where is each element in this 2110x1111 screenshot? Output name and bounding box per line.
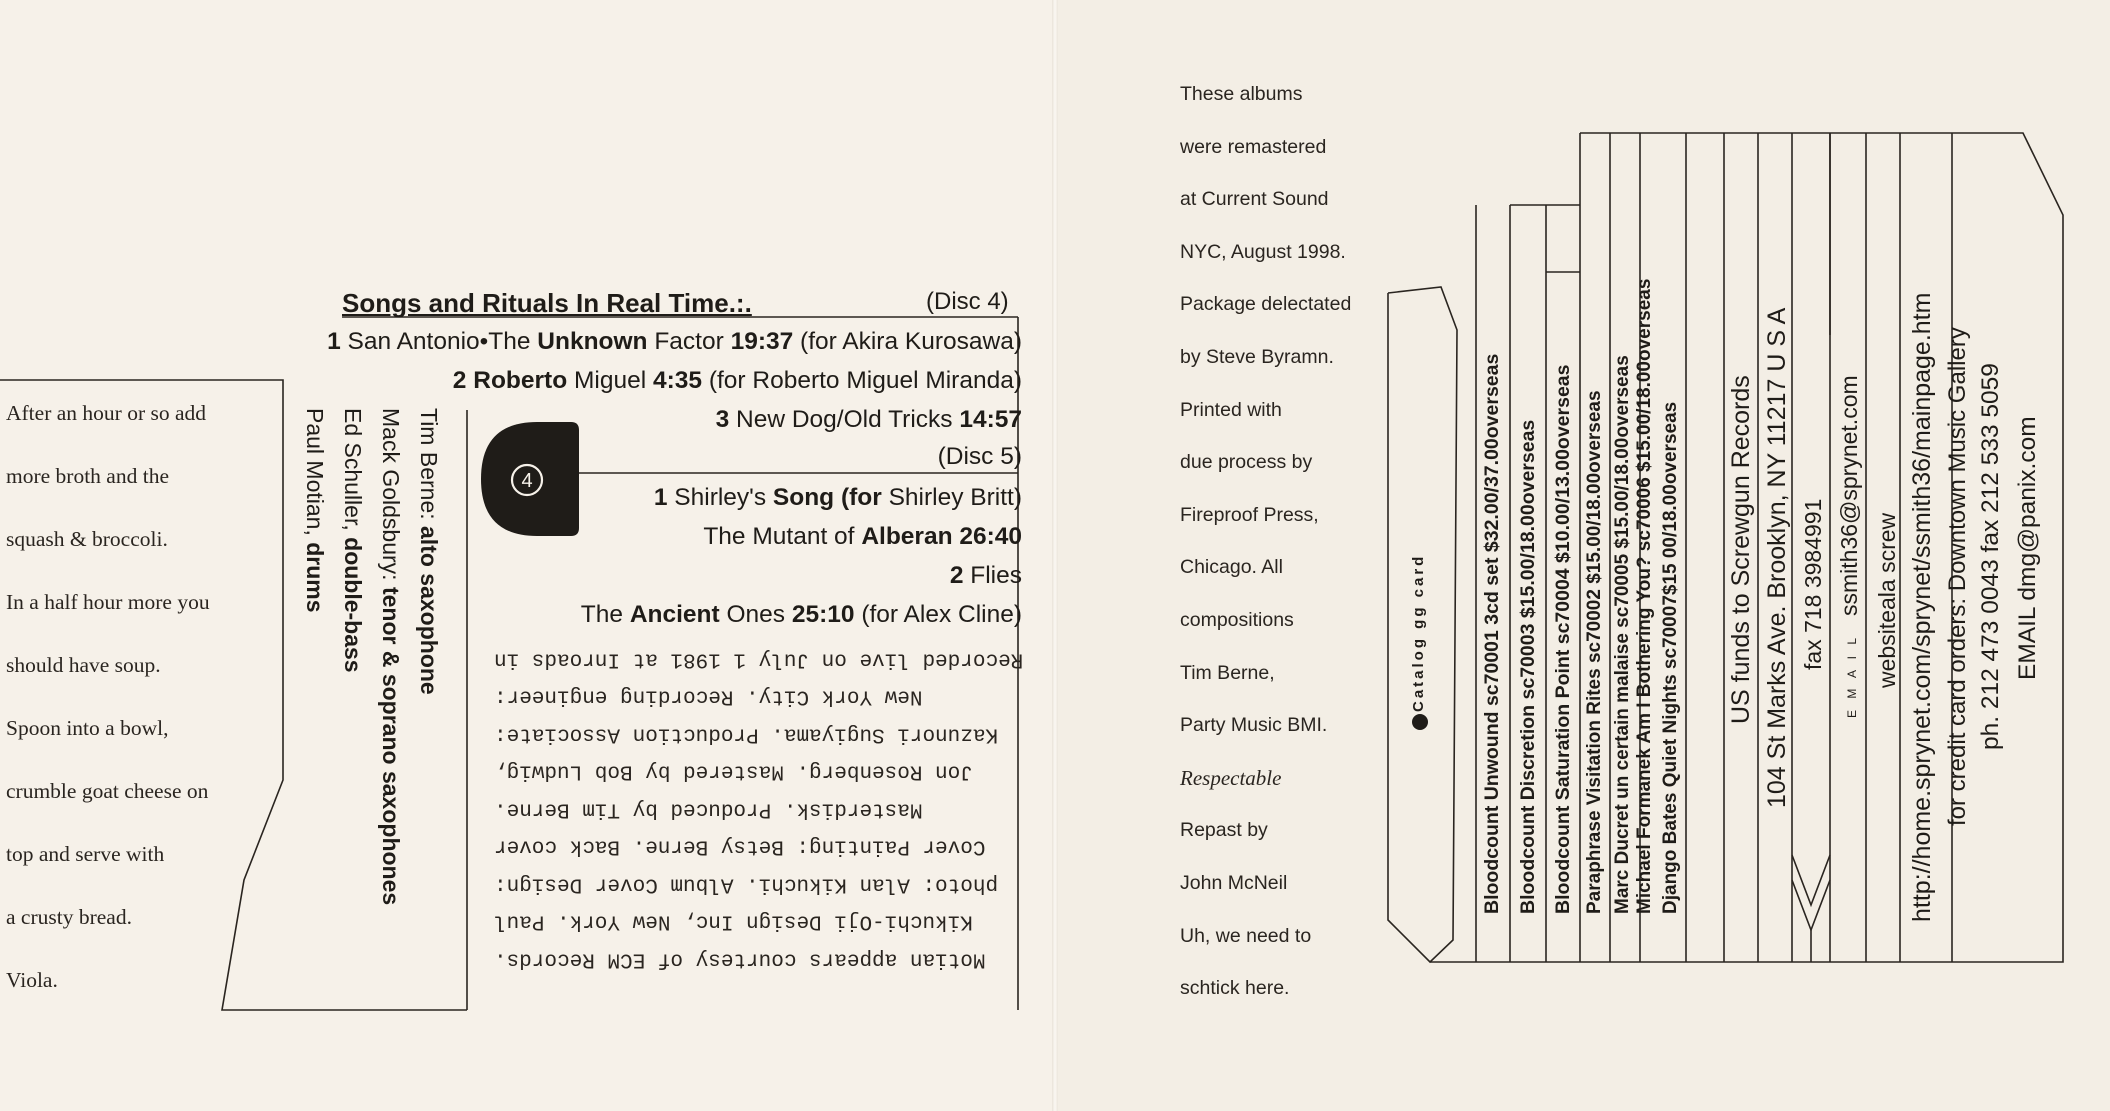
note-line: Tim Berne, bbox=[1180, 661, 1275, 684]
email2-line: EMAIL dmg@panix.com bbox=[2014, 416, 2041, 680]
recipe-line: top and serve with bbox=[6, 842, 165, 866]
credit-line: Masterdisk. Produced by Tim Berne. bbox=[494, 797, 923, 821]
musician-name: Mack Goldsbury: bbox=[378, 408, 404, 587]
track-note: (for Akira Kurosawa) bbox=[793, 328, 1022, 355]
track-text: Factor bbox=[647, 328, 731, 355]
note-line: Chicago. All bbox=[1180, 556, 1283, 579]
track-number: 1 bbox=[653, 484, 668, 511]
track-time: 25:10 bbox=[791, 601, 855, 628]
note-line: were remastered bbox=[1180, 135, 1327, 158]
note-line: compositions bbox=[1180, 608, 1294, 631]
catalog-label: Catalog gg card bbox=[1410, 553, 1427, 712]
track-bold: Roberto bbox=[473, 367, 568, 394]
track-text: The Mutant of bbox=[703, 523, 862, 550]
credit-line: Recorded live on July 1 1981 at Inroads in bbox=[494, 647, 1024, 671]
note-line: by Steve Byramn. bbox=[1180, 345, 1334, 368]
note-line: schtick here. bbox=[1180, 977, 1290, 1000]
disc-4-label: (Disc 4) bbox=[926, 288, 1009, 315]
fax-line: fax 718 3984991 bbox=[1800, 498, 1826, 670]
recipe-line: Spoon into a bowl, bbox=[6, 716, 169, 740]
track-bold: Ancient bbox=[629, 601, 720, 628]
album-title: Songs and Rituals In Real Time.:. bbox=[342, 288, 752, 318]
catalog-bullet-icon bbox=[1412, 714, 1428, 730]
credit-line: New York City. Recording engineer: bbox=[494, 685, 923, 708]
note-line: Uh, we need to bbox=[1180, 924, 1312, 947]
credit-line: photo: Alan Kikuchi. Album Cover Design: bbox=[494, 872, 999, 896]
address-line: 104 St Marks Ave. Brooklyn, NY 11217 U S A bbox=[1763, 307, 1791, 808]
musician-instrument: drums bbox=[302, 542, 328, 613]
email-line: ssmith36@sprynet.com bbox=[1836, 375, 1862, 616]
recipe-line: more broth and the bbox=[6, 464, 169, 488]
track-bold: Alberan 26:40 bbox=[861, 523, 1022, 550]
note-italic-line: Respectable bbox=[1180, 765, 1282, 790]
musician-name: Tim Berne: bbox=[416, 408, 442, 527]
catalog-entry: Bloodcount Unwound sc70001 3cd set $32.00/37.00overseas bbox=[1481, 353, 1503, 914]
catalog-entry: Bloodcount Saturation Point sc70004 $10.00/13.00overseas bbox=[1552, 364, 1574, 914]
recipe-line: squash & broccoli. bbox=[6, 527, 168, 551]
track-note: (for Roberto Miguel Miranda) bbox=[702, 367, 1022, 394]
track-text: Flies bbox=[970, 562, 1022, 589]
credit-line: Motian appears courtesy of ECM Records. bbox=[494, 947, 986, 971]
track-text: Miguel bbox=[567, 367, 653, 394]
note-line: Fireproof Press, bbox=[1180, 503, 1319, 526]
recipe-line: crumble goat cheese on bbox=[6, 779, 209, 803]
credit-line: Jon Rosenberg. Mastered by Bob Ludwig, bbox=[494, 760, 973, 783]
note-line: Printed with bbox=[1180, 398, 1282, 421]
note-line: at Current Sound bbox=[1180, 188, 1329, 211]
track-number: 2 bbox=[452, 367, 467, 394]
recipe-line: In a half hour more you bbox=[6, 590, 210, 614]
track-text: San Antonio•The bbox=[347, 328, 538, 355]
credit-line: Kikuchi-Oji Design Inc, New York. Paul bbox=[494, 910, 973, 933]
track-text: Shirley's bbox=[674, 484, 773, 511]
note-line: These albums bbox=[1180, 83, 1303, 105]
track-bold: Song (for bbox=[772, 484, 882, 511]
musician-name: Ed Schuller, bbox=[340, 408, 366, 538]
note-line: Repast by bbox=[1180, 819, 1268, 842]
track-note: (for Alex Cline) bbox=[854, 601, 1022, 628]
track-time: 14:57 bbox=[959, 406, 1022, 433]
track-text: Shirley Britt) bbox=[881, 484, 1022, 511]
track-number: 3 bbox=[715, 406, 730, 433]
note-line: NYC, August 1998. bbox=[1180, 240, 1346, 263]
svg-text:4: 4 bbox=[521, 470, 533, 492]
recipe-line: should have soup. bbox=[6, 653, 161, 677]
note-line: due process by bbox=[1180, 451, 1313, 474]
note-line: John McNeil bbox=[1180, 871, 1288, 894]
catalog-entry: Michael Formanek Am I Bothering You? sc70006 $15.00/18.00overseas bbox=[1634, 278, 1655, 914]
musician-instrument: double-bass bbox=[340, 537, 366, 673]
track-number: 1 bbox=[327, 328, 341, 355]
catalog-entry: Bloodcount Discretion sc70003 $15.00/18.00overseas bbox=[1517, 419, 1539, 914]
website-label-line: websiteala screw bbox=[1874, 512, 1900, 688]
email-label: E M A I L bbox=[1845, 633, 1859, 718]
note-line: Party Music BMI. bbox=[1180, 714, 1328, 737]
track-time: 19:37 bbox=[730, 328, 794, 355]
note-line: Package delectated bbox=[1180, 293, 1352, 316]
track-text: Ones bbox=[719, 601, 792, 628]
musician-name: Paul Motian, bbox=[302, 408, 328, 543]
track-text: New Dog/Old Tricks bbox=[736, 406, 960, 433]
catalog-entry: Marc Ducret un certain malaise sc70005 $15.00/18.00overseas bbox=[1612, 355, 1633, 914]
url-link[interactable]: http://home.sprynet.com/sprynet/ssmith36/mainpage.htm bbox=[1908, 292, 1936, 922]
disc-5-label: (Disc 5) bbox=[937, 443, 1022, 470]
recipe-line: a crusty bread. bbox=[6, 905, 132, 929]
catalog-entry: Paraphrase Visitation Rites sc70002 $15.00/18.00overseas bbox=[1584, 390, 1605, 914]
track-text: The bbox=[580, 601, 630, 628]
track-time: 4:35 bbox=[652, 367, 703, 394]
track-number: 2 bbox=[949, 562, 964, 589]
credit-line: Cover Painting: Betsy Berne. Back cover bbox=[494, 835, 986, 858]
catalog-entry: Django Bates Quiet Nights sc70007$15 00/18.00overseas bbox=[1660, 401, 1681, 914]
musician-instrument: alto saxophone bbox=[416, 526, 442, 695]
recipe-line: After an hour or so add bbox=[6, 401, 207, 425]
funds-line: US funds to Screwgun Records bbox=[1727, 375, 1755, 724]
track-bold: Unknown bbox=[537, 328, 648, 355]
musician-instrument: tenor & soprano saxophones bbox=[378, 586, 404, 906]
credit-line: Kazunori Sugiyama. Production Associate: bbox=[494, 722, 999, 746]
credit-orders-line: for credit card orders: Downtown Music Gallery bbox=[1944, 327, 1971, 826]
recipe-line: Viola. bbox=[6, 968, 58, 992]
phone-line: ph. 212 473 0043 fax 212 533 5059 bbox=[1977, 363, 2004, 750]
